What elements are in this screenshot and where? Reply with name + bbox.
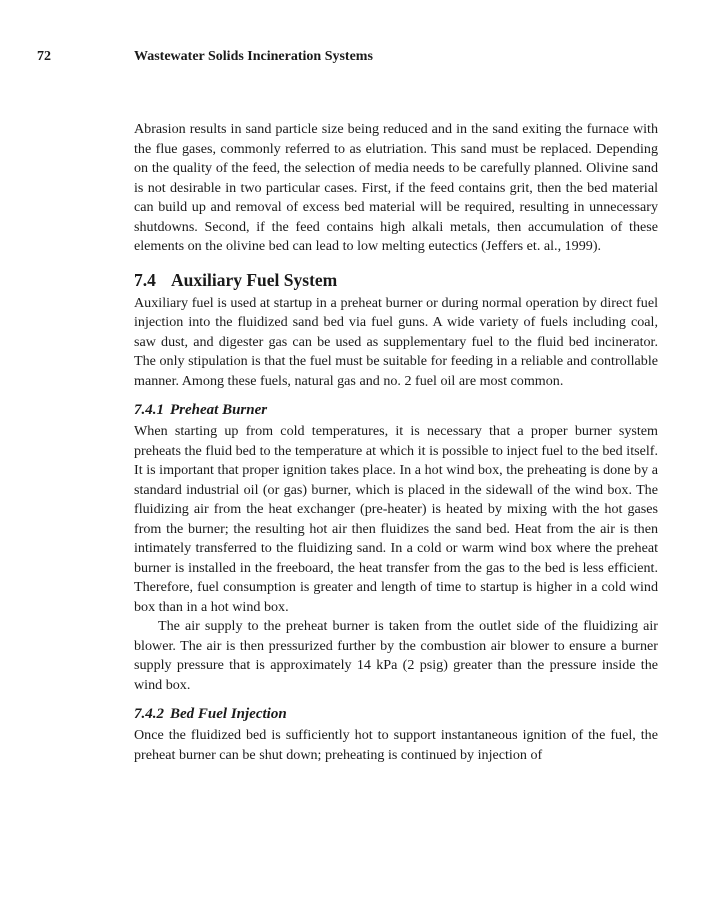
paragraph-preheat-burner-1: When starting up from cold temperatures, it is necessary that a proper burner system preheats the fluid bed to the temperature at which it is possible to inject fuel to the bed itself. It is important that proper ignition takes place. In a hot wind box, the preheating is done by a standard industrial oil (or gas) burner, which is placed in the sidewall of the wind box. The fluidizing air from the heat exchanger (pre-heater) is heated by mixing with the hot gases from the burner; the resulting hot air then fluidizes the sand bed. Heat from the air is then intimately transferred to the fluidizing sand. In a cold or warm wind box where the preheat burner is installed in the freeboard, the heat transfer from the gas to the bed is less efficient. Therefore, fuel consumption is greater and length of time to startup is higher in a cold wind box than in a hot wind box. <box>134 423 658 615</box>
paragraph-auxiliary-fuel: Auxiliary fuel is used at startup in a preheat burner or during normal operation by direct fuel injection into the fluidized sand bed via fuel guns. A wide variety of fuels including coal, saw dust, and digester gas can be used as supplementary fuel to the fluid bed incinerator. The only stipulation is that the fuel must be suitable for feeding in a reliable and controllable manner. Among these fuels, natural gas and no. 2 fuel oil are most common. <box>134 294 658 389</box>
section-number: 7.4 <box>134 269 156 290</box>
section-title: Auxiliary Fuel System <box>171 269 338 290</box>
page-number: 72 <box>37 49 51 64</box>
paragraph-abrasion: Abrasion results in sand particle size being reduced and in the sand exiting the furnace with the flue gases, commonly referred to as elutriation. This sand must be replaced. Depending on the quality of the feed, the selection of media needs to be carefully planned. Olivine sand is not desirable in two particular cases. First, if the feed contains grit, then the bed material can build up and removal of excess bed material will be required, resulting in unnecessary shutdowns. Second, if the feed contains high alkali metals, then accumulation of these elements on the olivine bed can lead to low melting eutectics (Jeffers et. al., 1999). <box>134 121 658 254</box>
subsection-number: 7.4.1 <box>134 402 164 418</box>
running-title: Wastewater Solids Incineration Systems <box>134 49 373 64</box>
paragraph-preheat-burner-2: The air supply to the preheat burner is taken from the outlet side of the fluidizing air blower. The air is then pressurized further by the combustion air blower to ensure a burner supply pressure that is approximately 14 kPa (2 psig) greater than the pressure inside the wind box. <box>134 618 658 693</box>
page-body <box>134 120 658 765</box>
section-heading-7-4 <box>134 268 658 292</box>
subsection-heading-7-4-2 <box>134 703 658 725</box>
page-header <box>0 49 707 69</box>
subsection-title: Bed Fuel Injection <box>170 706 287 722</box>
subsection-title: Preheat Burner <box>170 402 268 418</box>
subsection-heading-7-4-1 <box>134 399 658 421</box>
subsection-number: 7.4.2 <box>134 706 164 722</box>
paragraph-bed-fuel-injection: Once the fluidized bed is sufficiently hot to support instantaneous ignition of the fuel, the preheat burner can be shut down; preheating is continued by injection of <box>134 727 658 763</box>
